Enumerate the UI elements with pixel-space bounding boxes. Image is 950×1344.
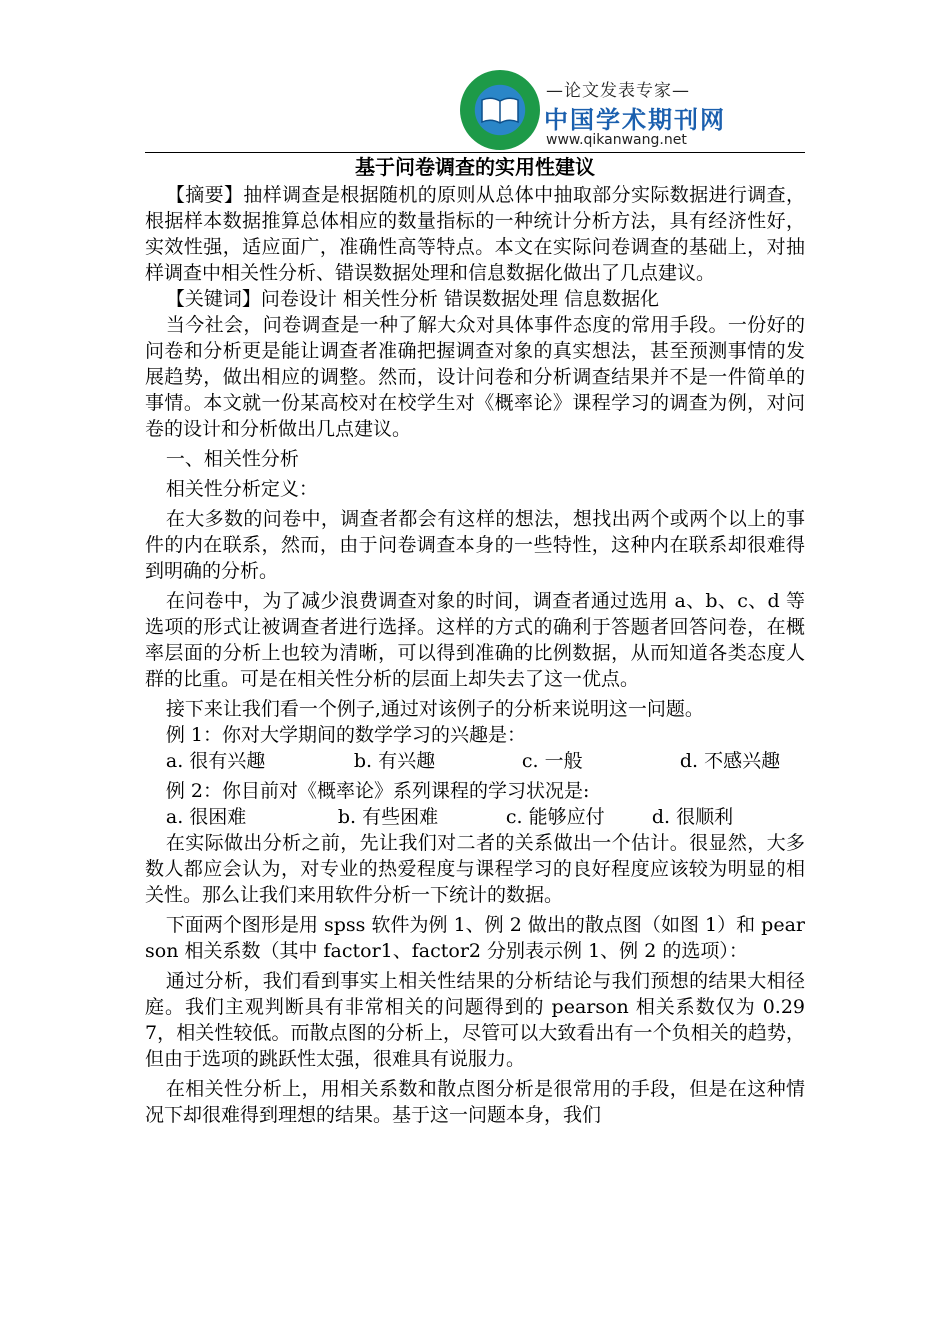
section-heading: 一、相关性分析 <box>165 448 299 470</box>
logo-brand-name: 中国学术期刊网 <box>544 106 726 134</box>
example-question: 例 1：你对大学期间的数学学习的兴趣是： <box>165 724 527 746</box>
option: b. 有兴趣 <box>353 750 436 772</box>
paragraph: 通过分析，我们看到事实上相关性结果的分析结论与我们预想的结果大相径庭。我们主观判断具有非常相关的问题得到的 pearson 相关系数仅为 0.297，相关性较低。而散点图的分析上，尽管可以大致看出有一个负相关的趋势，但由于选项的跳跃性太强，很难具有说服力。 <box>145 970 805 1070</box>
logo-url: www.qikanwang.net <box>546 132 687 148</box>
abstract: 【摘要】抽样调查是根据随机的原则从总体中抽取部分实际数据进行调查，根据样本数据推算总体相应的数量指标的一种统计分析方法，具有经济性好，实效性强，适应面广，准确性高等特点。本文在实际问卷调查的基础上，对抽样调查中相关性分析、错误数据处理和信息数据化做出了几点建议。 <box>145 184 805 284</box>
logo-seal <box>460 70 540 150</box>
paragraph: 在实际做出分析之前，先让我们对二者的关系做出一个估计。很显然，大多数人都应会认为，对专业的热爱程度与课程学习的良好程度应该较为明显的相关性。那么让我们来用软件分析一下统计的数据。 <box>145 832 805 906</box>
intro-paragraph: 当今社会，问卷调查是一种了解大众对具体事件态度的常用手段。一份好的问卷和分析更是能让调查者准确把握调查对象的真实想法，甚至预测事情的发展趋势，做出相应的调整。然而，设计问卷和分析调查结果并不是一件简单的事情。本文就一份某高校对在校学生对《概率论》课程学习的调查为例，对问卷的设计和分析做出几点建议。 <box>145 314 805 440</box>
logo-slogan: —论文发表专家— <box>546 81 690 101</box>
document-title: 基于问卷调查的实用性建议 <box>355 155 595 179</box>
example-options <box>166 804 805 830</box>
header-divider <box>145 152 805 153</box>
paragraph: 下面两个图形是用 spss 软件为例 1、例 2 做出的散点图（如图 1）和 pearson 相关系数（其中 factor1、factor2 分别表示例 1、例 2 的选项）： <box>145 914 805 962</box>
example-options <box>166 748 805 774</box>
document-body <box>145 154 805 1128</box>
option: d. 很顺利 <box>651 806 734 828</box>
paragraph: 在问卷中，为了减少浪费调查对象的时间，调查者通过选用 a、b、c、d 等选项的形式让被调查者进行选择。这样的方式的确利于答题者回答问卷，在概率层面的分析上也较为清晰，可以得到准确的比例数据，从而知道各类态度人群的比重。可是在相关性分析的层面上却失去了这一优点。 <box>145 590 805 690</box>
subsection-heading: 相关性分析定义： <box>165 478 318 500</box>
paragraph: 在大多数的问卷中，调查者都会有这样的想法，想找出两个或两个以上的事件的内在联系，然而，由于问卷调查本身的一些特性，这种内在联系却很难得到明确的分析。 <box>145 508 805 582</box>
option: d. 不感兴趣 <box>679 750 781 772</box>
option: a. 很有兴趣 <box>165 750 266 772</box>
site-logo <box>460 70 726 150</box>
option: a. 很困难 <box>165 806 247 828</box>
keywords: 【关键词】问卷设计 相关性分析 错误数据处理 信息数据化 <box>165 288 660 310</box>
book-icon <box>480 96 520 124</box>
example-question: 例 2：你目前对《概率论》系列课程的学习状况是: <box>165 780 590 802</box>
paragraph: 在相关性分析上，用相关系数和散点图分析是很常用的手段，但是在这种情况下却很难得到理想的结果。基于这一问题本身，我们 <box>145 1078 805 1126</box>
option: c. 一般 <box>521 750 583 772</box>
option: c. 能够应付 <box>505 806 605 828</box>
paragraph: 接下来让我们看一个例子,通过对该例子的分析来说明这一问题。 <box>165 698 704 720</box>
option: b. 有些困难 <box>337 806 439 828</box>
